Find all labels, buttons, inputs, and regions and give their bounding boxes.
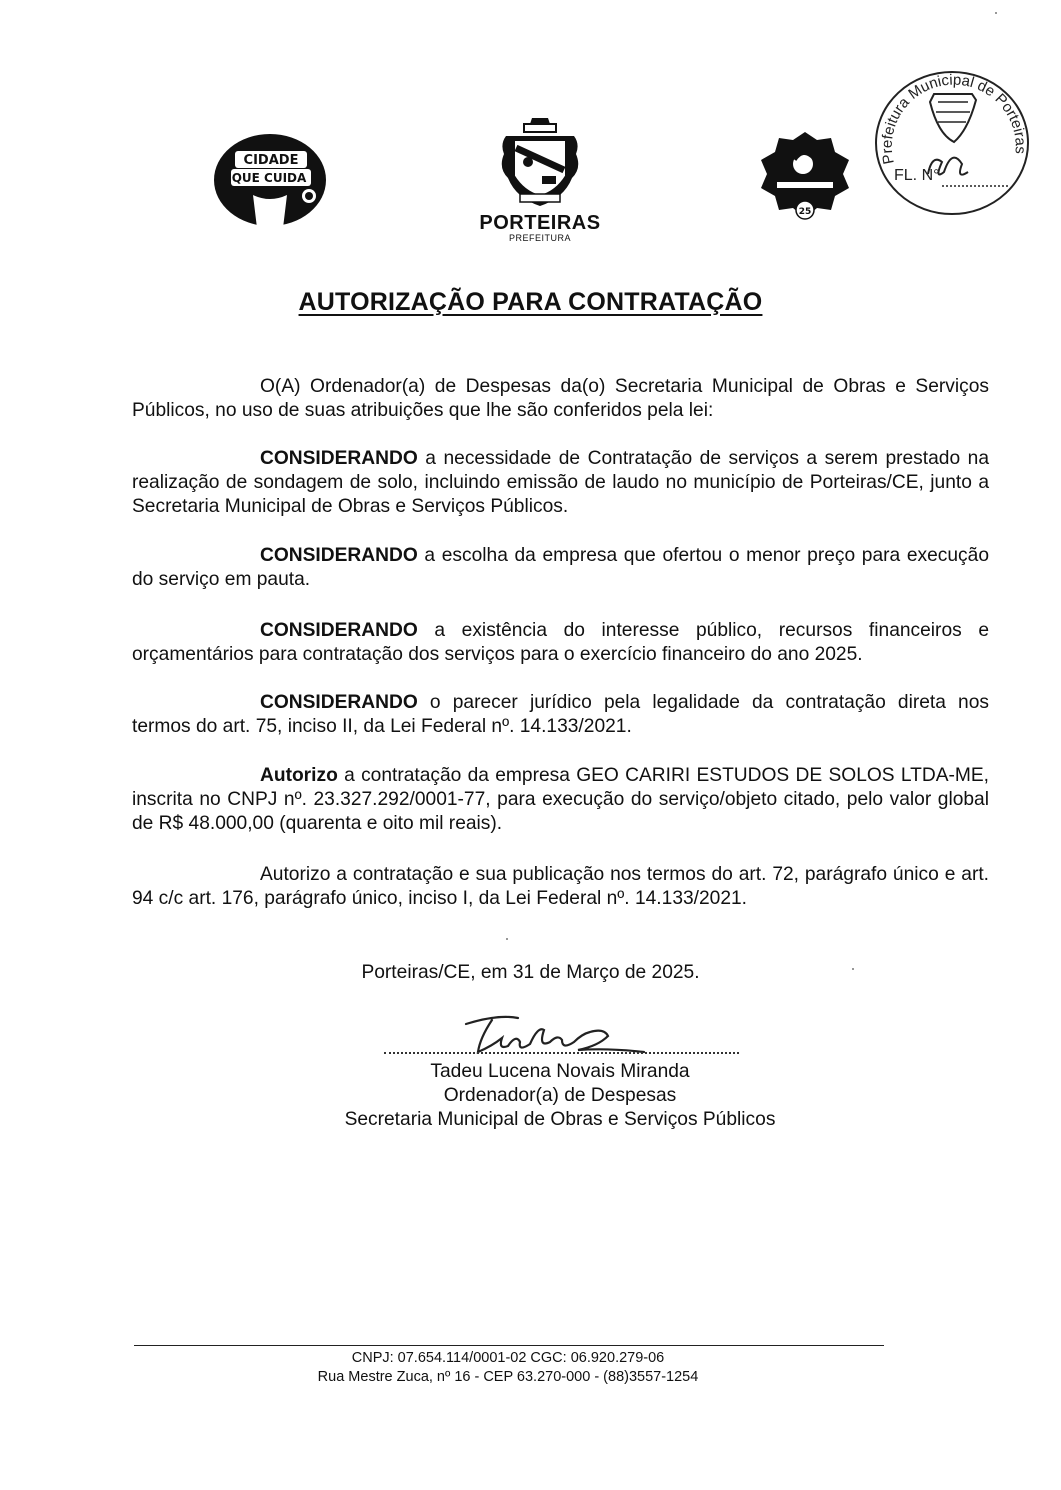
publication-paragraph: [132, 863, 989, 911]
considering-paragraph-1: [132, 447, 989, 519]
p2-lead: CONSIDERANDO: [260, 448, 418, 469]
document-title: AUTORIZAÇÃO PARA CONTRATAÇÃO: [298, 288, 763, 316]
signature-line: [384, 1052, 739, 1054]
footer-divider: [134, 1345, 884, 1346]
p1-text: O(A) Ordenador(a) de Despesas da(o) Secretaria Municipal de Obras e Serviços Públicos, no uso de suas atribuições que lhe são conferidos pela lei:: [132, 376, 989, 421]
seal-folio: FL. N°: [894, 167, 940, 184]
p4-lead: CONSIDERANDO: [260, 620, 418, 641]
date-line: Porteiras/CE, em 31 de Março de 2025.: [361, 962, 700, 983]
logo-left-line2: QUE CUIDA: [231, 171, 307, 185]
porteiras-wordmark: [460, 212, 620, 243]
cidade-que-cuida-logo: [213, 133, 328, 228]
p5-lead: CONSIDERANDO: [260, 692, 418, 713]
municipal-stamp: [872, 68, 1032, 218]
p3-text: a escolha da empresa que ofertou o menor preço para execução do serviço em pauta.: [132, 545, 989, 590]
signatory-name: Tadeu Lucena Novais Miranda: [430, 1061, 690, 1082]
logo-right-number: 25: [798, 207, 812, 217]
logo-left-line1: CIDADE: [243, 153, 299, 168]
p6-lead: Autorizo: [260, 765, 338, 786]
scan-speck: [852, 968, 854, 970]
considering-paragraph-3: [132, 619, 989, 667]
scan-speck: [995, 12, 997, 14]
footer-address: Rua Mestre Zuca, nº 16 - CEP 63.270-000 - (88)3557-1254: [317, 1369, 699, 1385]
p5-text: o parecer jurídico pela legalidade da contratação direta nos termos do art. 75, inciso II, da Lei Federal nº. 14.133/2021.: [132, 692, 989, 737]
scan-speck: [506, 938, 508, 940]
logo-center-sub: PREFEITURA: [508, 233, 571, 243]
porteiras-coat-of-arms: [494, 118, 586, 213]
signatory-role: Ordenador(a) de Despesas: [443, 1085, 677, 1106]
svg-text:Prefeitura Municipal de Portei: [879, 72, 1029, 166]
considering-paragraph-2: [132, 544, 989, 592]
anniversary-logo: [755, 130, 855, 225]
p7-text: Autorizo a contratação e sua publicação nos termos do art. 72, parágrafo único e art. 94 c/c art. 176, parágrafo único, inciso I, da Lei Federal nº. 14.133/2021.: [132, 864, 989, 909]
footer-registration: CNPJ: 07.654.114/0001-02 CGC: 06.920.279-06: [351, 1350, 665, 1366]
p4-text: a existência do interesse público, recursos financeiros e orçamentários para contratação dos serviços para o exercício financeiro do ano 2025.: [132, 620, 989, 665]
p3-lead: CONSIDERANDO: [260, 545, 418, 566]
p2-text: a necessidade de Contratação de serviços a serem prestado na realização de sondagem de solo, incluindo emissão de laudo no município de Porteiras/CE, junto a Secretaria Municipal de Obras e Serviços Públicos.: [132, 448, 989, 517]
seal-arc-text: Prefeitura Municipal de Porteiras: [878, 71, 1029, 166]
logo-center-name: PORTEIRAS: [479, 212, 601, 234]
authorization-paragraph: [132, 764, 989, 836]
intro-paragraph: [132, 375, 989, 423]
signatory-department: Secretaria Municipal de Obras e Serviços Públicos: [344, 1109, 776, 1130]
p6-text: a contratação da empresa GEO CARIRI ESTUDOS DE SOLOS LTDA-ME, inscrita no CNPJ nº. 23.327.292/0001-77, para execução do serviço/objeto citado, pelo valor global de R$ 48.000,00 (quarenta e oito mil reais).: [132, 765, 989, 834]
considering-paragraph-4: [132, 691, 989, 739]
